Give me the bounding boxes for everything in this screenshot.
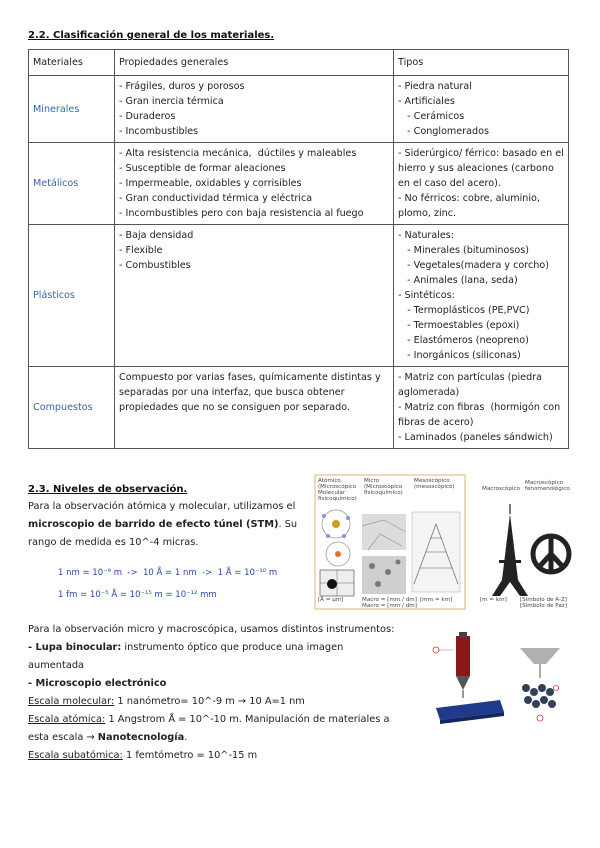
cell-line: - Vegetales(madera y corcho) — [398, 260, 549, 271]
figure-caption: Mesoscópico (mesoscópico) — [414, 478, 455, 490]
stm-term: microscopio de barrido de efecto túnel (STM) — [28, 519, 279, 530]
types-cell — [394, 225, 569, 367]
properties-cell — [115, 76, 394, 143]
cell-line: - Flexible — [119, 245, 163, 256]
para-text: instrumento óptico que produce una imagen aumentada — [28, 642, 344, 671]
types-cell — [394, 76, 569, 143]
figure-caption: [m = km] — [480, 597, 507, 603]
types-cell — [394, 367, 569, 449]
cell-line: - Piedra natural — [398, 81, 472, 92]
cell-line: - Susceptible de formar aleaciones — [119, 163, 286, 174]
para-text: 1 femtómetro = 10^-15 m — [122, 750, 258, 761]
properties-cell — [115, 225, 394, 367]
cell-line: - Gran inercia térmica — [119, 96, 224, 107]
cell-line: - Frágiles, duros y porosos — [119, 81, 245, 92]
cell-line: - Impermeable, oxidables y corrisibles — [119, 178, 302, 189]
cell-line: - Minerales (bituminosos) — [398, 245, 529, 256]
scale-label: Escala subatómica: — [28, 750, 123, 761]
cell-line: aglomerada) — [398, 387, 460, 398]
mesh-illustration — [412, 512, 460, 592]
cell-line: - Laminados (paneles sándwich) — [398, 432, 553, 443]
table-row — [29, 143, 569, 225]
para-text: 1 nanómetro= 10^-9 m → 10 A=1 nm — [114, 696, 305, 707]
formula-nanometer: 1 nm = 10⁻⁹ m -> 10 Å = 1 nm -> 1 Å = 10⁻¹⁰ m — [58, 568, 278, 578]
cell-line: - Elastómeros (neopreno) — [398, 335, 529, 346]
table-row — [29, 225, 569, 367]
para-line — [28, 711, 400, 729]
figure-caption: [Símbolo de A-Z] [Símbolo de Paz] — [520, 597, 567, 609]
cell-line: - Incombustibles pero con baja resistencia al fuego — [119, 208, 364, 219]
formula-femtometer: 1 fm = 10⁻⁵ Å = 10⁻¹⁵ m = 10⁻¹² mm — [58, 590, 217, 600]
microscope-term: - Microscopio electrónico — [28, 678, 167, 689]
cell-line: - Gran conductividad térmica y eléctrica — [119, 193, 313, 204]
scale-label: Escala atómica: — [28, 714, 106, 725]
table-body — [29, 76, 569, 449]
cell-line: propiedades que no se consiguen por separado. — [119, 402, 351, 413]
stm-microscope-figure — [428, 630, 568, 740]
cell-line: - Termoplásticos (PE,PVC) — [398, 305, 530, 316]
cell-line: - Baja densidad — [119, 230, 194, 241]
para-text: . Su — [278, 519, 298, 530]
peace-symbol-icon — [533, 536, 569, 572]
cell-line: - Animales (lana, seda) — [398, 275, 518, 286]
para-text: . — [184, 732, 188, 743]
cell-line: Compuesto por varias fases, químicamente distintas y — [119, 372, 381, 383]
cell-line: - Matriz con fibras (hormigón con — [398, 402, 561, 413]
section-title-classification: 2.2. Clasificación general de los materiales. — [28, 30, 275, 41]
cell-line: - Naturales: — [398, 230, 455, 241]
cell-line: - Conglomerados — [398, 126, 489, 137]
types-cell — [394, 143, 569, 225]
cell-line: separadas por una interfaz, que busca obtener — [119, 387, 345, 398]
cell-line: - Matriz con partículas (piedra — [398, 372, 542, 383]
figure-caption: Atómico (Microscópico Molecular fisicoquímico) — [318, 478, 357, 502]
properties-cell — [115, 367, 394, 449]
micro-texture-illustration — [362, 514, 406, 594]
material-cell: Minerales — [29, 76, 115, 143]
stm-tip-illustration — [433, 632, 470, 698]
figure-caption: Macroscópico — [482, 486, 520, 492]
lupa-term: - Lupa binocular: — [28, 642, 122, 653]
para-line: Para la observación atómica y molecular, utilizamos el — [28, 501, 296, 512]
section-title-observation: 2.3. Niveles de observación. — [28, 484, 188, 495]
cell-line: - Cerámicos — [398, 111, 465, 122]
cell-line: plomo, zinc. — [398, 208, 457, 219]
para-text: 1 Angstrom Å = 10^-10 m. Manipulación de materiales a — [105, 714, 390, 725]
figure-caption: Micro (Microscópico fisicoquímico) — [364, 478, 403, 496]
table-row — [29, 76, 569, 143]
material-cell: Plásticos — [29, 225, 115, 367]
figure-caption: [Å = μm] — [318, 597, 344, 603]
figure-caption: [mm = km] — [420, 597, 453, 603]
table-header-row — [29, 50, 569, 76]
para-line — [28, 729, 400, 747]
cell-line: - No férricos: cobre, aluminio, — [398, 193, 540, 204]
table-row — [29, 367, 569, 449]
cell-line: - Sintéticos: — [398, 290, 455, 301]
header-tipos: Tipos — [394, 50, 569, 76]
nanotech-term: Nanotecnología — [97, 732, 185, 743]
cell-line: en el caso del acero). — [398, 178, 501, 189]
cell-line: - Incombustibles — [119, 126, 199, 137]
para-line — [28, 747, 400, 765]
cell-line: - Inorgánicos (siliconas) — [398, 350, 521, 361]
material-cell: Compuestos — [29, 367, 115, 449]
cell-line: - Duraderos — [119, 111, 176, 122]
header-propiedades: Propiedades generales — [115, 50, 394, 76]
instruments-paragraph — [28, 621, 400, 765]
surface-illustration — [436, 700, 504, 724]
para-text: esta escala → — [28, 732, 98, 743]
cell-line: - Alta resistencia mecánica, dúctiles y maleables — [119, 148, 357, 159]
cell-line: - Termoestables (epoxi) — [398, 320, 520, 331]
cell-line: - Artificiales — [398, 96, 455, 107]
materials-table — [28, 49, 569, 449]
figure-caption: Macroscópico fenomenológico — [525, 480, 570, 492]
header-materiales: Materiales — [29, 50, 115, 76]
figure-caption: Macro = [mm / dm] Macro = [mm / dm] — [362, 597, 417, 609]
para-line — [28, 639, 400, 675]
atom-illustration — [320, 510, 354, 596]
cell-line: - Siderúrgico/ férrico: basado en el — [398, 148, 564, 159]
scale-label: Escala molecular: — [28, 696, 115, 707]
para-line: Para la observación micro y macroscópica, usamos distintos instrumentos: — [28, 624, 395, 635]
cell-line: - Combustibles — [119, 260, 191, 271]
para-line — [28, 693, 400, 711]
atom-rows-illustration — [520, 648, 560, 721]
material-cell: Metálicos — [29, 143, 115, 225]
cell-line: fibras de acero) — [398, 417, 474, 428]
para-line: rango de medida es 10^-4 micras. — [28, 537, 199, 548]
properties-cell — [115, 143, 394, 225]
eiffel-tower-icon — [492, 504, 528, 596]
cell-line: hierro y sus aleaciones (carbono — [398, 163, 554, 174]
